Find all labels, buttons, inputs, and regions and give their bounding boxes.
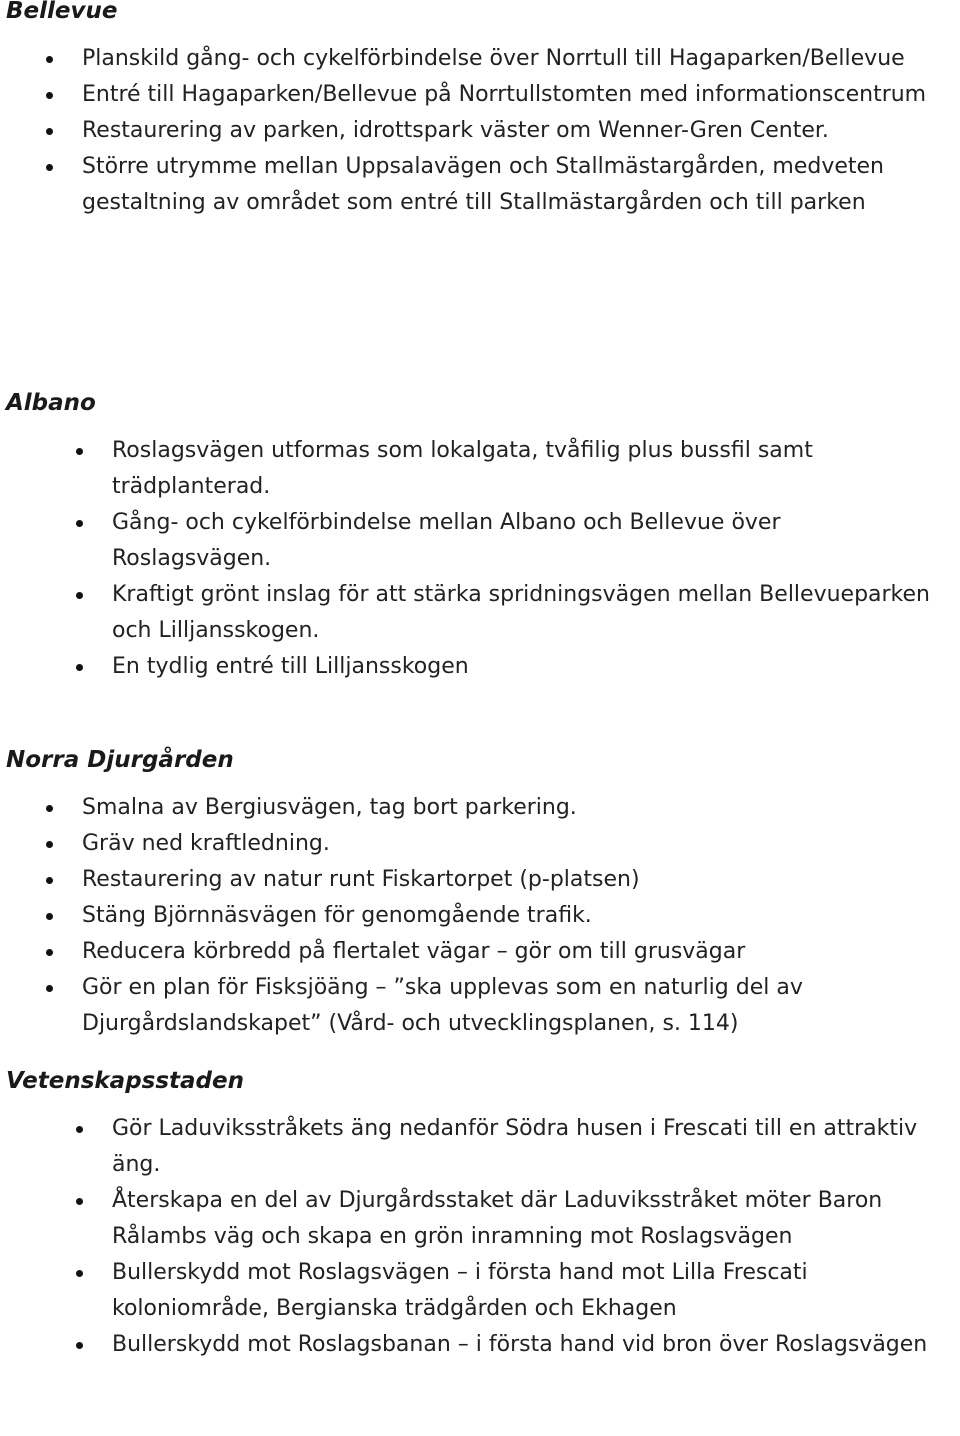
bullet-icon — [46, 56, 53, 63]
list-item: En tydlig entré till Lilljansskogen — [112, 649, 942, 685]
list-item: Bullerskydd mot Roslagsvägen – i första hand mot Lilla Frescati koloniområde, Bergianska trädgården och Ekhagen — [112, 1255, 942, 1327]
list-item: Restaurering av parken, idrottspark väster om Wenner-Gren Center. — [82, 113, 952, 149]
list-item: Restaurering av natur runt Fiskartorpet (p-platsen) — [82, 862, 952, 898]
section-heading-albano: Albano — [6, 390, 96, 416]
bullet-list-vetenskapsstaden — [112, 1111, 942, 1363]
list-item: Smalna av Bergiusvägen, tag bort parkering. — [82, 790, 952, 826]
bullet-icon — [76, 1342, 83, 1349]
list-item: Entré till Hagaparken/Bellevue på Norrtullstomten med informationscentrum — [82, 77, 952, 113]
section-heading-vetenskapsstaden: Vetenskapsstaden — [6, 1068, 244, 1094]
list-item: Större utrymme mellan Uppsalavägen och Stallmästargården, medveten gestaltning av området som entré till Stallmästargården och till parken — [82, 149, 952, 221]
bullet-list-albano — [112, 433, 942, 685]
list-item: Gör Laduviksstråkets äng nedanför Södra husen i Frescati till en attraktiv äng. — [112, 1111, 942, 1183]
bullet-icon — [76, 1198, 83, 1205]
bullet-icon — [76, 664, 83, 671]
bullet-icon — [76, 1270, 83, 1277]
list-item: Gång- och cykelförbindelse mellan Albano och Bellevue över Roslagsvägen. — [112, 505, 942, 577]
bullet-icon — [46, 841, 53, 848]
bullet-list-bellevue — [82, 41, 952, 221]
bullet-icon — [46, 92, 53, 99]
list-item: Reducera körbredd på flertalet vägar – gör om till grusvägar — [82, 934, 952, 970]
list-item: Planskild gång- och cykelförbindelse över Norrtull till Hagaparken/Bellevue — [82, 41, 952, 77]
list-item: Stäng Björnnäsvägen för genomgående trafik. — [82, 898, 952, 934]
bullet-icon — [76, 520, 83, 527]
list-item: Kraftigt grönt inslag för att stärka spridningsvägen mellan Bellevueparken och Lilljansskogen. — [112, 577, 942, 649]
bullet-list-norra-djurgarden — [82, 790, 952, 1042]
bullet-icon — [46, 805, 53, 812]
bullet-icon — [76, 448, 83, 455]
list-item: Gör en plan för Fisksjöäng – ”ska upplevas som en naturlig del av Djurgårdslandskapet” (Vård- och utvecklingsplanen, s. 114) — [82, 970, 952, 1042]
bullet-icon — [76, 592, 83, 599]
bullet-icon — [46, 949, 53, 956]
list-item: Gräv ned kraftledning. — [82, 826, 952, 862]
list-item: Bullerskydd mot Roslagsbanan – i första hand vid bron över Roslagsvägen — [112, 1327, 942, 1363]
bullet-icon — [46, 128, 53, 135]
list-item: Återskapa en del av Djurgårdsstaket där Laduviksstråket möter Baron Rålambs väg och skapa en grön inramning mot Roslagsvägen — [112, 1183, 942, 1255]
bullet-icon — [46, 164, 53, 171]
section-heading-norra-djurgarden: Norra Djurgården — [6, 747, 234, 773]
bullet-icon — [46, 877, 53, 884]
list-item: Roslagsvägen utformas som lokalgata, tvåfilig plus bussfil samt trädplanterad. — [112, 433, 942, 505]
section-heading-bellevue: Bellevue — [6, 0, 118, 24]
bullet-icon — [46, 985, 53, 992]
bullet-icon — [46, 913, 53, 920]
bullet-icon — [76, 1126, 83, 1133]
